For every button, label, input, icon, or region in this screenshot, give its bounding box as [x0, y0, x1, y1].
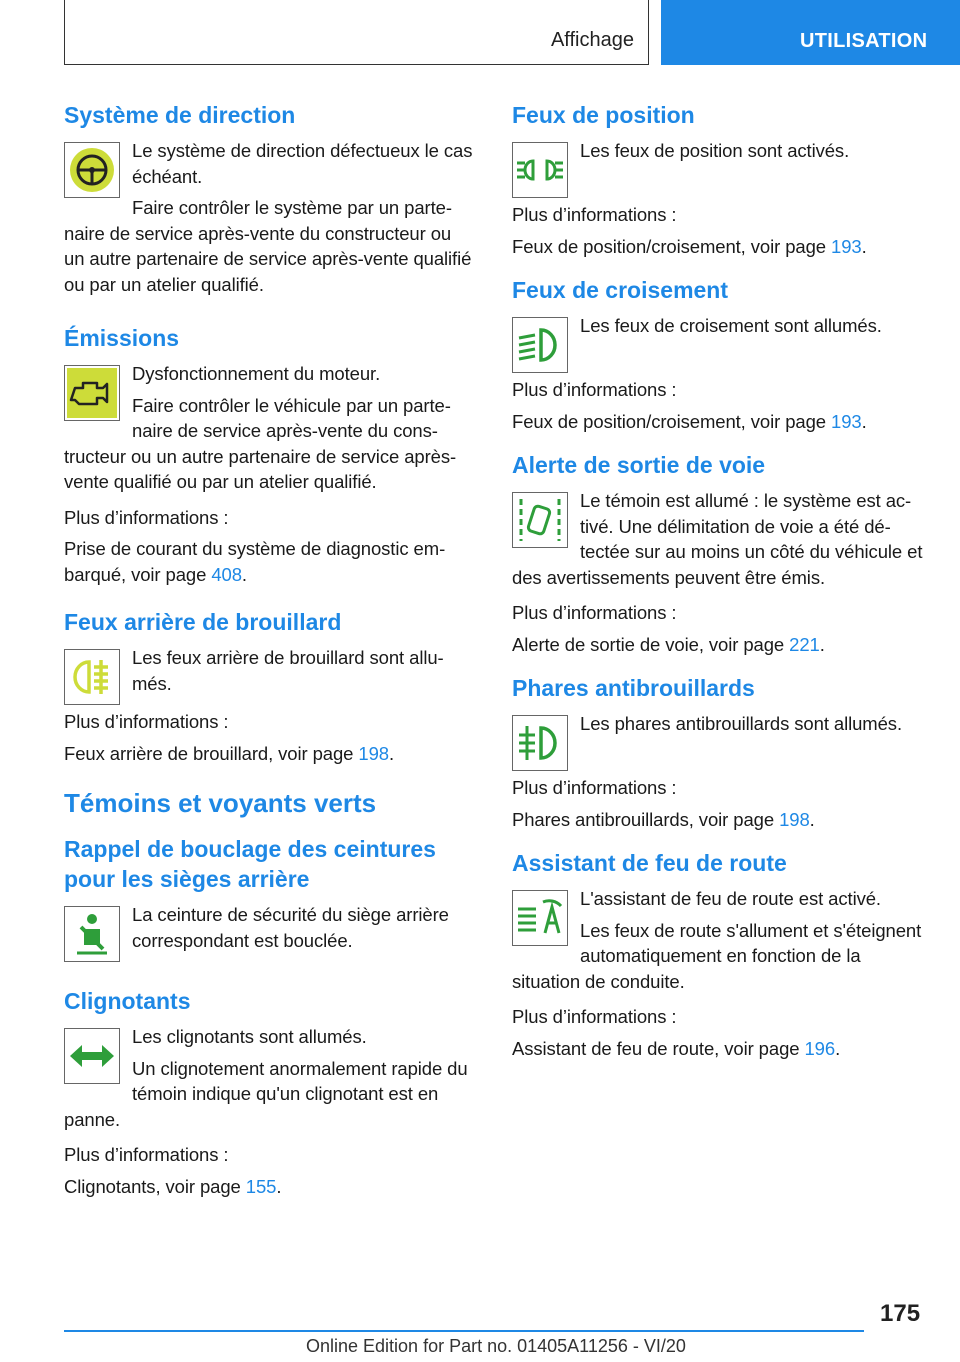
- high-beam-assistant-icon: [512, 890, 568, 946]
- header-chapter-tab: [661, 0, 960, 65]
- section-rear-fog-lights: [64, 607, 474, 766]
- reference-line: Feux de position/croisement, voir page 193.: [512, 235, 867, 257]
- header-section-box: [64, 0, 649, 65]
- page-link[interactable]: 193: [831, 410, 862, 432]
- section-position-lights: [512, 100, 926, 259]
- section-title: Feux de croisement: [512, 277, 729, 303]
- reference-line: Alerte de sortie de voie, voir page 221.: [512, 633, 825, 655]
- header-chapter-label: UTILISATION: [800, 30, 928, 52]
- page-link[interactable]: 198: [358, 742, 389, 764]
- lane-departure-icon: [512, 492, 568, 548]
- section-title: Clignotants: [64, 988, 191, 1014]
- header-section-label: Affichage: [550, 29, 634, 51]
- page-link[interactable]: 408: [211, 563, 242, 585]
- page-link[interactable]: 196: [804, 1037, 836, 1059]
- rear-fog-light-icon: [64, 649, 120, 705]
- section-low-beam: [512, 275, 926, 434]
- paragraph: Faire contrôler le système par un partenaire de service après-vente du constructeur ou un autre partenaire de service après-vente qualifié ou par un atelier qualifié.: [64, 197, 472, 295]
- paragraph: Un clignotement anormalement rapide du témoin indique qu'un clignotant est en panne.: [64, 1057, 468, 1130]
- paragraph: Le système de direction défectueux le cas échéant.: [132, 140, 473, 187]
- reference-line: Phares antibrouillards, voir page 198.: [512, 808, 815, 830]
- footer-edition: Online Edition for Part no. 01405A11256 - VI/20: [306, 1336, 686, 1356]
- reference-line: Assistant de feu de route, voir page 196.: [512, 1037, 841, 1059]
- more-info-label: Plus d’informations :: [512, 379, 677, 400]
- paragraph: L'assistant de feu de route est activé.: [580, 888, 881, 909]
- paragraph: Faire contrôler le véhicule par un partenaire de service après-vente du constructeur ou un autre partenaire de service après-vente qualifié ou par un atelier qualifié.: [64, 394, 457, 492]
- paragraph: Les feux arrière de brouillard sont allumés.: [132, 647, 444, 694]
- right-column: [512, 100, 926, 1077]
- section-high-beam-assistant: [512, 848, 926, 1061]
- more-info-label: Plus d’informations :: [512, 777, 677, 798]
- section-title: Phares antibrouillards: [512, 675, 755, 701]
- section-title: Émissions: [64, 325, 180, 351]
- more-info-label: Plus d’informations :: [512, 204, 677, 225]
- chapter-title-green-indicators: Témoins et voyants verts: [64, 788, 377, 818]
- paragraph: Les feux de croisement sont allumés.: [580, 315, 882, 336]
- section-title: Feux de position: [512, 102, 695, 128]
- page-link[interactable]: 155: [245, 1175, 277, 1197]
- more-info-label: Plus d’informations :: [512, 602, 677, 623]
- left-column: [64, 100, 474, 1219]
- section-title: Système de direction: [64, 102, 296, 128]
- reference-line: Prise de courant du système de diagnostic embarqué, voir page 408.: [64, 538, 446, 585]
- section-lane-departure-warning: [512, 450, 926, 657]
- turn-signal-icon: [64, 1028, 120, 1084]
- section-emissions: [64, 323, 474, 587]
- footer-divider: [64, 1330, 864, 1332]
- page-link[interactable]: 193: [831, 235, 862, 257]
- paragraph: Les feux de route s'allument et s'éteignent automatiquement en fonction de la situation de conduite.: [512, 919, 922, 992]
- section-front-fog-lights: [512, 673, 926, 832]
- paragraph: Les feux de position sont activés.: [580, 140, 850, 161]
- section-title: Feux arrière de brouillard: [64, 609, 342, 635]
- page-link[interactable]: 221: [789, 633, 820, 655]
- page-link[interactable]: 198: [779, 808, 810, 830]
- more-info-label: Plus d’informations :: [64, 506, 229, 528]
- more-info-label: Plus d’informations :: [64, 711, 229, 732]
- more-info-label: Plus d’informations :: [64, 1144, 229, 1165]
- section-title: Alerte de sortie de voie: [512, 452, 766, 478]
- seatbelt-icon: [64, 906, 120, 962]
- paragraph: Les clignotants sont allumés.: [132, 1026, 367, 1047]
- section-steering-system: [64, 100, 474, 303]
- reference-line: Feux de position/croisement, voir page 193.: [512, 410, 867, 432]
- position-light-icon: [512, 142, 568, 198]
- paragraph: La ceinture de sécurité du siège arrière correspondant est bouclée.: [132, 904, 449, 951]
- section-title: Rappel de bouclage des ceintures pour les sièges arrière: [64, 836, 436, 892]
- paragraph: Le témoin est allumé : le système est activé. Une délimitation de voie a été détectée sur au moins un côté du véhicule et des avertissements peuvent être émis.: [512, 490, 923, 588]
- steering-warning-icon: [64, 142, 120, 198]
- more-info-label: Plus d’informations :: [512, 1006, 677, 1027]
- paragraph: Les phares antibrouillards sont allumés.: [580, 713, 902, 734]
- reference-line: Feux arrière de brouillard, voir page 198.: [64, 742, 395, 764]
- low-beam-icon: [512, 317, 568, 373]
- section-rear-seatbelt-reminder: [64, 834, 474, 966]
- front-fog-light-icon: [512, 715, 568, 771]
- page-number: 175: [880, 1300, 921, 1327]
- engine-warning-icon: [64, 365, 120, 421]
- section-title: Assistant de feu de route: [512, 850, 787, 876]
- reference-line: Clignotants, voir page 155.: [64, 1175, 282, 1197]
- paragraph: Dysfonctionnement du moteur.: [132, 363, 381, 384]
- section-turn-signals: [64, 986, 474, 1199]
